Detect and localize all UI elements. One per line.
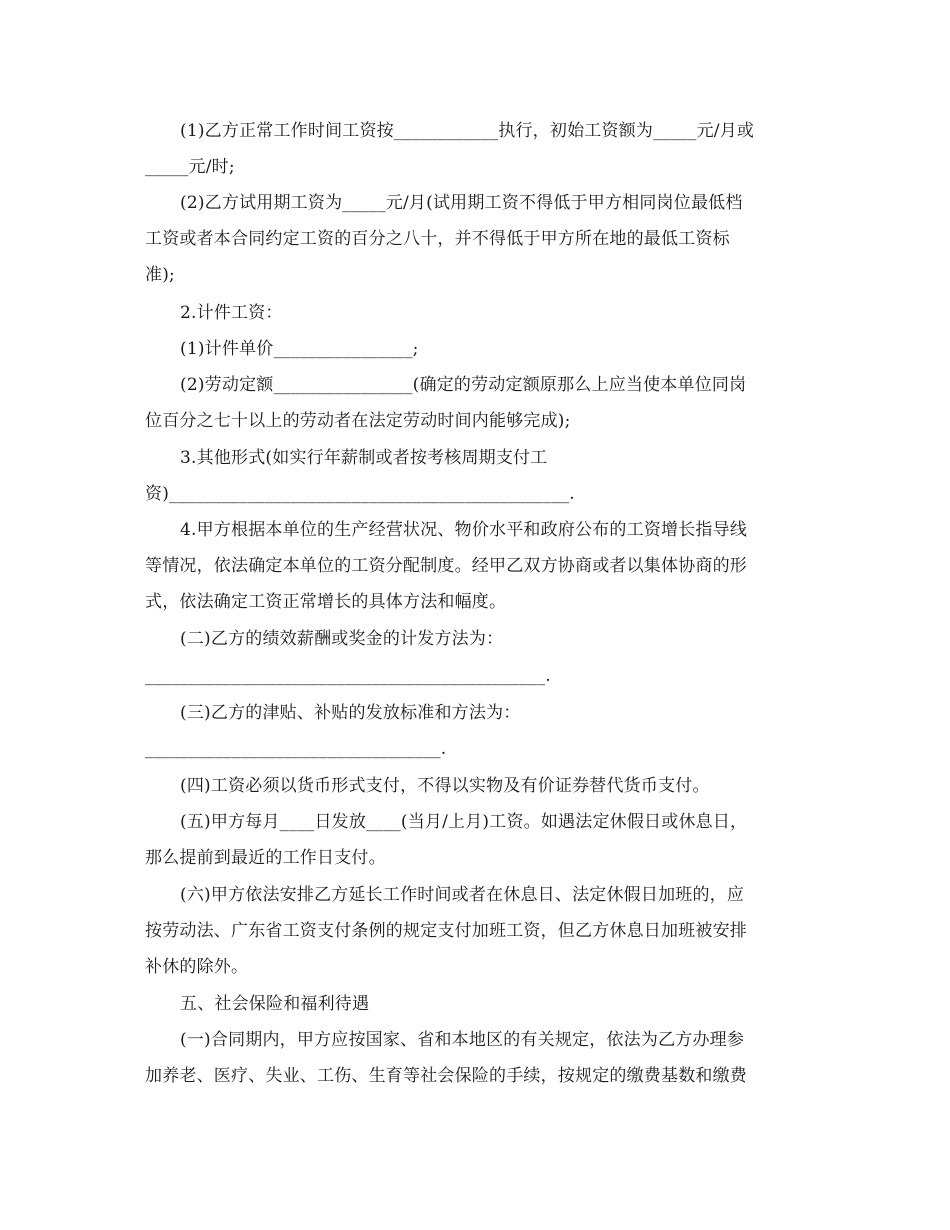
text-line: __________________________________. [145,739,447,759]
text-line: (六)甲方依法安排乙方延长工作时间或者在休息日、法定休假日加班的，应 [180,885,745,905]
text-line: 3.其他形式(如实行年薪制或者按考核周期支付工 [180,448,548,468]
text-line: 2.计件工资： [180,303,283,323]
text-line: 等情况，依法确定本单位的工资分配制度。经甲乙双方协商或者以集体协商的形 [145,556,747,576]
text-line: (四)工资必须以货币形式支付，不得以实物及有价证券替代货币支付。 [180,776,710,796]
text-line: (2)乙方试用期工资为_____元/月(试用期工资不得低于甲方相同岗位最低档 [180,193,743,213]
text-line: (1)计件单价________________; [180,339,419,359]
text-line: 补休的除外。 [145,957,249,977]
text-line: 按劳动法、广东省工资支付条例的规定支付加班工资，但乙方休息日加班被安排 [145,921,747,941]
text-line: 加养老、医疗、失业、工伤、生育等社会保险的手续，按规定的缴费基数和缴费 [145,1066,747,1086]
text-line: 4.甲方根据本单位的生产经营状况、物价水平和政府公布的工资增长指导线 [180,520,748,540]
text-line: 准); [145,265,175,285]
text-line: ______________________________________________. [145,666,551,686]
text-line: (一)合同期内，甲方应按国家、省和本地区的有关规定，依法为乙方办理参 [180,1030,745,1050]
text-line: _____元/时; [145,157,235,177]
text-line: (三)乙方的津贴、补贴的发放标准和方法为： [180,703,521,723]
text-line: 位百分之七十以上的劳动者在法定劳动时间内能够完成); [145,411,571,431]
section-heading: 五、社会保险和福利待遇 [180,994,370,1014]
text-line: (1)乙方正常工作时间工资按____________执行，初始工资额为_____元/月或 [180,121,755,141]
text-line: 那么提前到最近的工作日支付。 [145,848,386,868]
text-line: 资)______________________________________________. [145,484,575,504]
text-line: 工资或者本合同约定工资的百分之八十，并不得低于甲方所在地的最低工资标 [145,229,730,249]
text-line: (二)乙方的绩效薪酬或奖金的计发方法为： [180,629,504,649]
text-line: 式，依法确定工资正常增长的具体方法和幅度。 [145,592,507,612]
text-line: (五)甲方每月____日发放____(当月/上月)工资。如遇法定休假日或休息日， [180,812,748,832]
text-line: (2)劳动定额________________(确定的劳动定额原那么上应当使本单位同岗 [180,375,747,395]
